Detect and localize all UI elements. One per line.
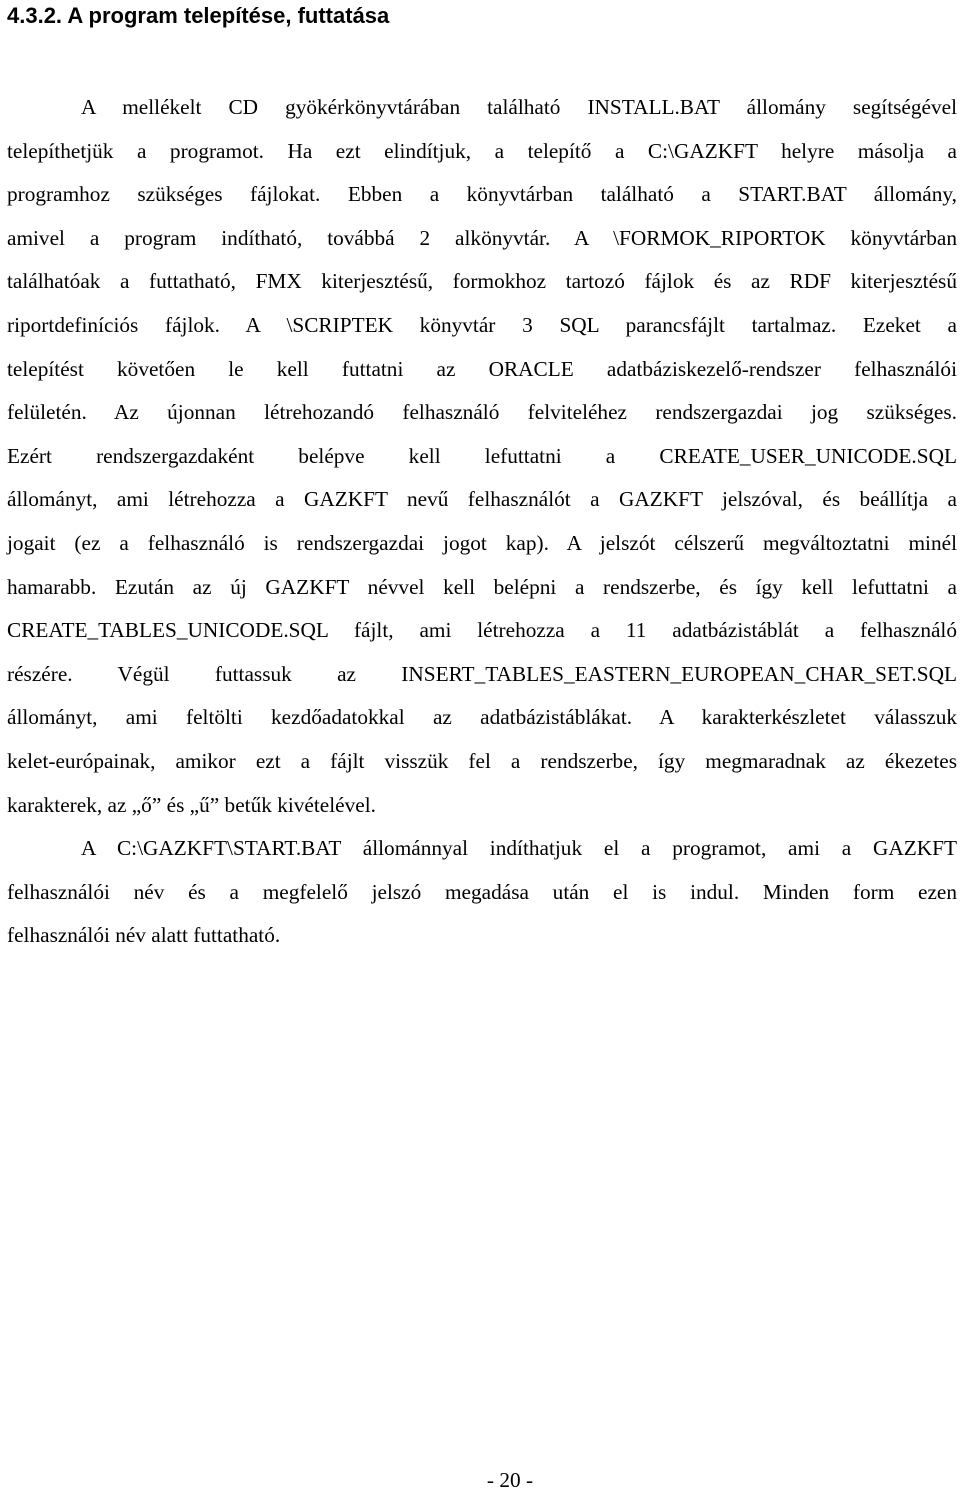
paragraph-2-line: A C:\GAZKFT\START.BAT állománnyal indíthatjuk el a programot, ami a GAZKFT	[81, 836, 957, 861]
paragraph-1-line: telepíthetjük a programot. Ha ezt elindítjuk, a telepítő a C:\GAZKFT helyre másolja a	[7, 138, 957, 163]
paragraph-2-line: felhasználói név és a megfelelő jelszó megadása után el is indul. Minden form ezen	[7, 879, 957, 904]
paragraph-1-line: kelet-európainak, amikor ezt a fájlt visszük fel a rendszerbe, így megmaradnak az ékezetes	[7, 748, 957, 773]
paragraph-1-line: részére. Végül futtassuk az INSERT_TABLES_EASTERN_EUROPEAN_CHAR_SET.SQL	[7, 661, 957, 686]
paragraph-1-line: jogait (ez a felhasználó is rendszergazdai jogot kap). A jelszót célszerű megváltoztatni minél	[7, 530, 957, 555]
paragraph-1-line: Ezért rendszergazdaként belépve kell lefuttatni a CREATE_USER_UNICODE.SQL	[7, 443, 957, 468]
paragraph-1-line: A mellékelt CD gyökérkönyvtárában található INSTALL.BAT állomány segítségével	[81, 95, 957, 119]
body-text	[7, 86, 957, 958]
paragraph-1-line: hamarabb. Ezután az új GAZKFT névvel kell belépni a rendszerbe, és így kell lefuttatni a	[7, 574, 957, 599]
paragraph-1-line: amivel a program indítható, továbbá 2 alkönyvtár. A \FORMOK_RIPORTOK könyvtárban	[7, 225, 957, 250]
paragraph-1-line: állományt, ami létrehozza a GAZKFT nevű felhasználót a GAZKFT jelszóval, és beállítja a	[7, 487, 957, 512]
section-heading: 4.3.2. A program telepítése, futtatása	[7, 3, 390, 28]
paragraph-1-line: CREATE_TABLES_UNICODE.SQL fájlt, ami létrehozza a 11 adatbázistáblát a felhasználó	[7, 618, 957, 643]
paragraph-1-line: telepítést követően le kell futtatni az ORACLE adatbáziskezelő-rendszer felhasználói	[7, 356, 957, 381]
paragraph-1-line: riportdefiníciós fájlok. A \SCRIPTEK könyvtár 3 SQL parancsfájlt tartalmaz. Ezeket a	[7, 312, 957, 337]
paragraph-1-line: találhatóak a futtatható, FMX kiterjesztésű, formokhoz tartozó fájlok és az RDF kiterjesztésű	[7, 269, 957, 294]
page-number: - 20 -	[486, 1468, 534, 1492]
paragraph-1-line: felületén. Az újonnan létrehozandó felhasználó felviteléhez rendszergazdai jog szükséges.	[7, 400, 957, 425]
paragraph-1-line: állományt, ami feltölti kezdőadatokkal az adatbázistáblákat. A karakterkészletet válasszuk	[7, 705, 957, 730]
paragraph-2-line: felhasználói név alatt futtatható.	[7, 923, 281, 948]
paragraph-1-line: programhoz szükséges fájlokat. Ebben a könyvtárban található a START.BAT állomány,	[7, 182, 957, 207]
paragraph-1-line: karakterek, az „ő” és „ű” betűk kivételével.	[7, 792, 376, 817]
